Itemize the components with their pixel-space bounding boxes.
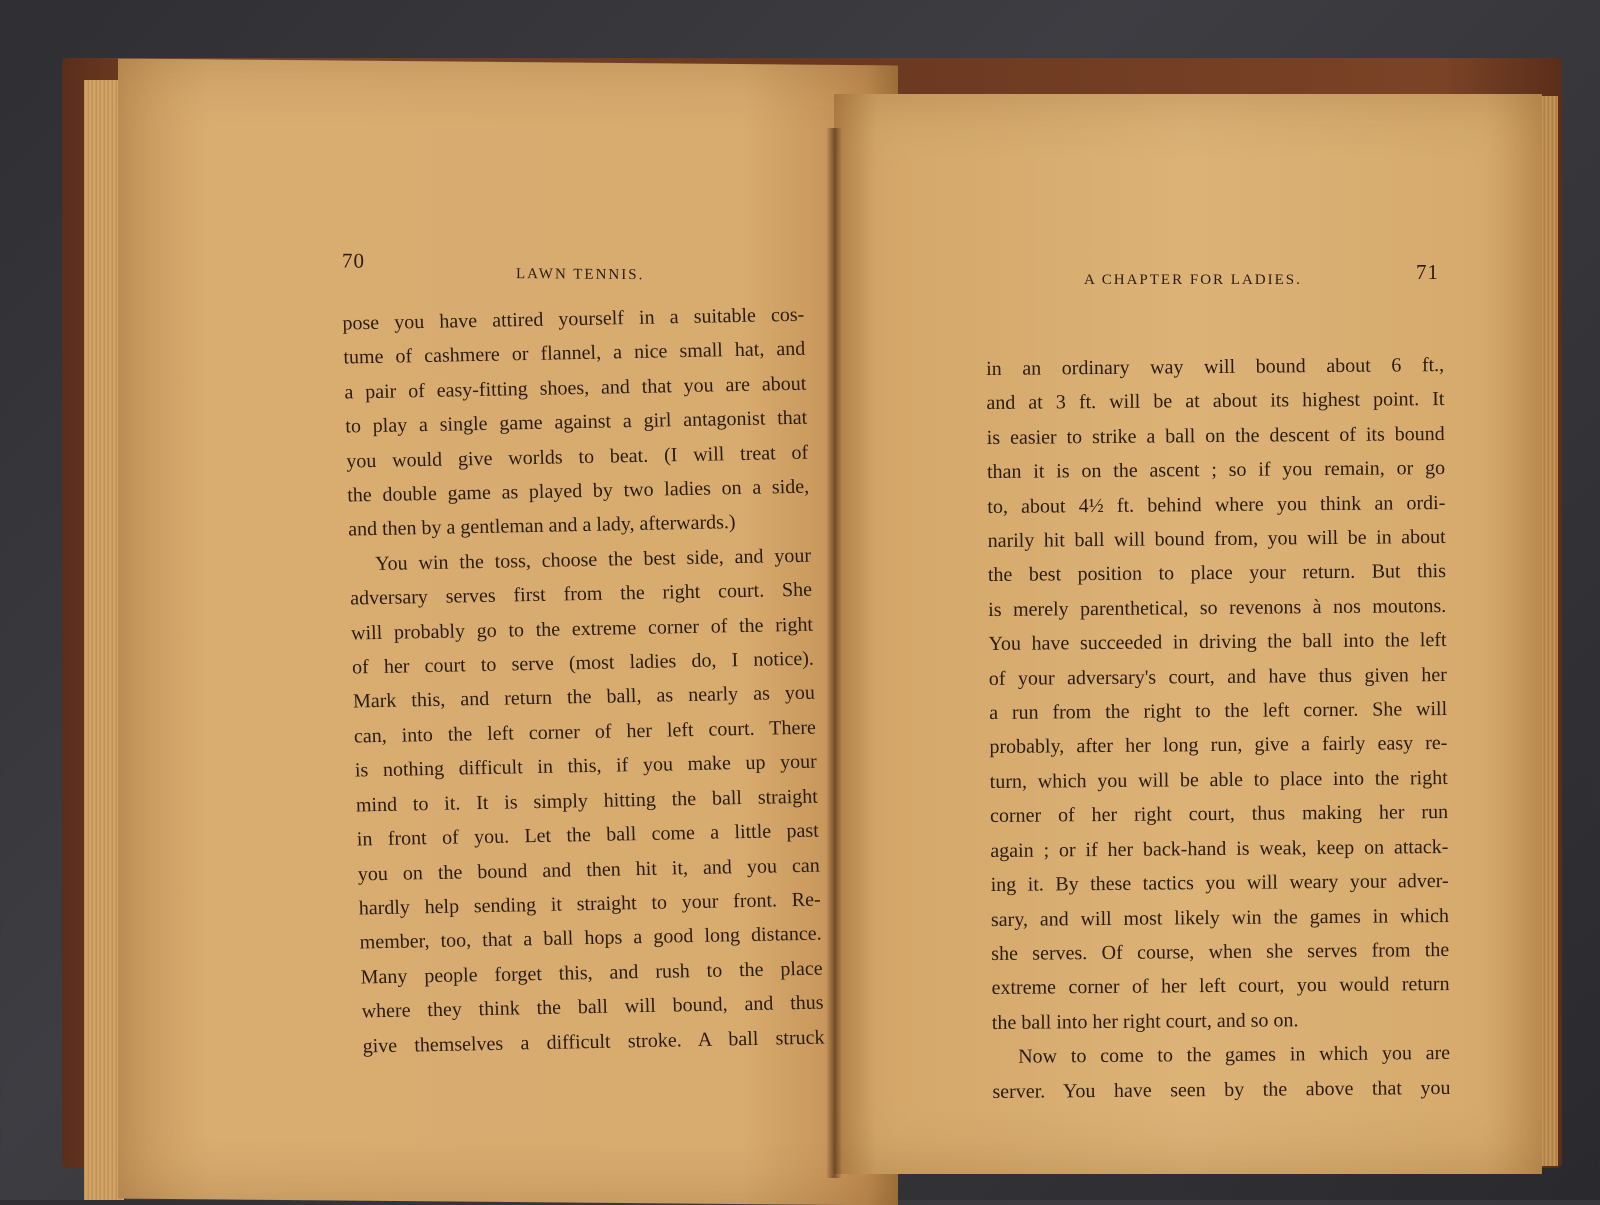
text-line: mind to it. It is simply hitting the ball straight	[355, 785, 819, 817]
text-line: the ball into her right court, and so on.	[991, 1009, 1299, 1034]
running-head: A CHAPTER FOR LADIES.	[1084, 272, 1302, 288]
running-head: LAWN TENNIS.	[516, 266, 645, 284]
book-gutter	[826, 128, 842, 1178]
text-line: than it is on the ascent ; so if you remain, or go	[986, 457, 1446, 484]
text-line: you on the bound and then hit it, and you can	[357, 854, 820, 885]
text-line: and at 3 ft. will be at about its highest point. It	[986, 388, 1445, 415]
text-line: member, too, that a ball hops a good long distance.	[359, 922, 822, 954]
text-line: the double game as played by two ladies on a side,	[346, 475, 810, 507]
right-page-text	[986, 348, 1451, 1109]
left-page	[118, 59, 898, 1205]
text-line: to, about 4½ ft. behind where you think an ordi-	[987, 491, 1446, 518]
text-line: pose you have attired yourself in a suitable cos-	[342, 303, 805, 335]
text-line: You win the toss, choose the best side, and your	[374, 544, 812, 575]
page-edges-right	[1540, 96, 1558, 1166]
text-line: turn, which you will be able to place into the right	[989, 766, 1448, 793]
page-number: 70	[342, 248, 365, 273]
text-line: of your adversary's court, and have thus given her	[988, 663, 1447, 690]
text-line: probably, after her long run, give a fairly easy re-	[989, 732, 1448, 759]
text-line: of her court to serve (most ladies do, I notice).	[351, 647, 815, 679]
text-line: and then by a gentleman and a lady, afterwards.)	[347, 511, 736, 541]
text-line: again ; or if her back-hand is weak, keep on attack-	[990, 835, 1449, 862]
text-line: can, into the left corner of her left court. There	[353, 716, 817, 748]
page-number: 71	[1416, 260, 1439, 284]
text-line: server. You have seen by the above that you	[992, 1076, 1451, 1103]
text-line: extreme corner of her left court, you would return	[991, 973, 1450, 1000]
text-line: she serves. Of course, when she serves from the	[991, 938, 1450, 965]
open-book	[62, 58, 1562, 1200]
text-line: in an ordinary way will bound about 6 ft.,	[986, 354, 1445, 380]
text-line: is easier to strike a ball on the descent of its bound	[986, 422, 1445, 449]
text-line: hardly help sending it straight to your front. Re-	[358, 888, 821, 920]
text-line: you would give worlds to beat. (I will treat of	[346, 441, 809, 473]
text-line: Many people forget this, and rush to the place	[360, 957, 823, 989]
text-line: Now to come to the games in which you are	[1018, 1042, 1451, 1068]
text-line: ing it. By these tactics you will weary your adver-	[990, 870, 1449, 897]
text-line: sary, and will most likely win the games in which	[990, 904, 1450, 931]
text-line: adversary serves first from the right court. She	[349, 578, 813, 610]
text-line: the best position to place your return. But this	[987, 560, 1447, 587]
text-line: give themselves a difficult stroke. A ball struck	[362, 1026, 825, 1057]
text-line: to play a single game against a girl antagonist that	[345, 406, 808, 438]
text-line: a run from the right to the left corner. She will	[989, 698, 1448, 725]
text-line: corner of her right court, thus making her run	[989, 801, 1449, 828]
left-page-text	[342, 298, 825, 1064]
text-line: where they think the ball will bound, and thus	[361, 991, 824, 1023]
text-line: is merely parenthetical, so revenons à nos moutons.	[988, 594, 1447, 621]
text-line: a pair of easy-fitting shoes, and that you are about	[344, 372, 807, 404]
text-line: Mark this, and return the ball, as nearly as you	[352, 682, 816, 713]
text-line: You have succeeded in driving the ball into the left	[988, 629, 1447, 656]
text-line: narily hit ball will bound from, you will be in about	[987, 526, 1446, 553]
text-line: tume of cashmere or flannel, a nice small hat, and	[343, 338, 806, 369]
right-page	[834, 94, 1542, 1174]
text-line: in front of you. Let the ball come a little past	[356, 819, 820, 851]
text-line: is nothing difficult in this, if you make up your	[354, 750, 818, 782]
text-line: will probably go to the extreme corner of the right	[350, 613, 814, 645]
